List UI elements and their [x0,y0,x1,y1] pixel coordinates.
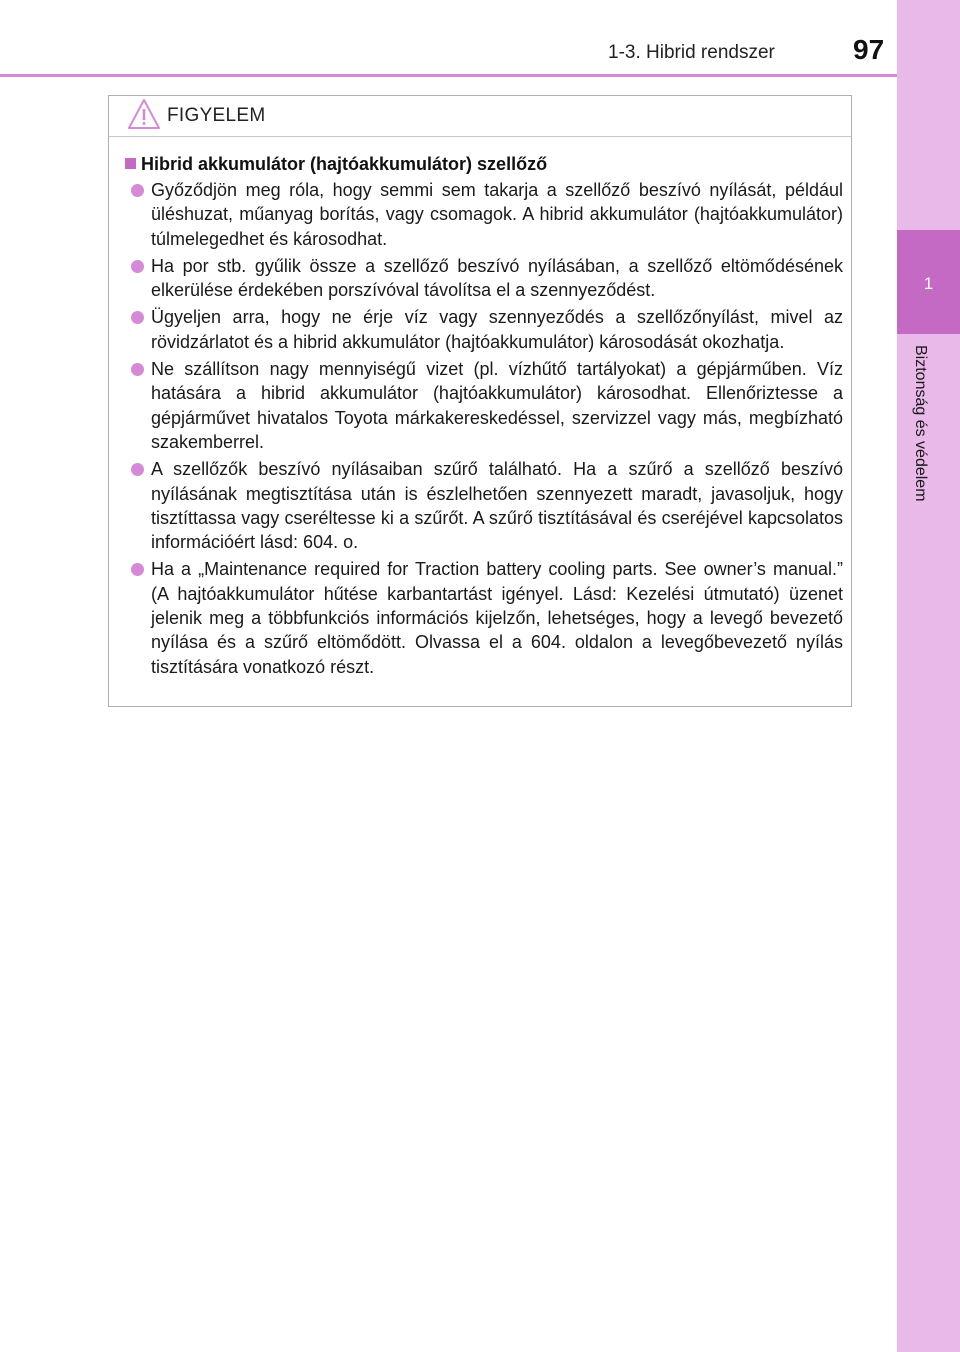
list-item-text: Ügyeljen arra, hogy ne érje víz vagy szennyeződés a szellőzőnyílást, mivel az rövidzárlatot és a hibrid akkumulátor (hajtóakkumulátor) károsodását okozhatja. [151,307,843,352]
header-rule [0,74,897,77]
bullet-dot-icon [131,563,144,576]
square-bullet-icon [125,158,136,169]
list-item [131,254,843,303]
page-number: 97 [853,34,885,65]
warning-header [109,96,851,137]
warning-box [108,95,852,707]
list-item-text: A szellőzők beszívó nyílásaiban szűrő található. Ha a szűrő a szellőző beszívó nyílásának megtisztítása után is észlelhetően szennyezett maradt, javasoljuk, hogy tisztíttassa vagy cseréltesse ki a szűrőt. A szűrő tisztításával és cseréjével kapcsolatos információért lásd: 604. o. [151,459,843,553]
chapter-number: 1 [923,274,934,293]
chapter-side-tab [897,0,960,1352]
warning-label: FIGYELEM [167,105,266,126]
warning-list [131,178,843,682]
list-item [131,357,843,454]
bullet-dot-icon [131,363,144,376]
chapter-marker [897,230,960,334]
list-item [131,178,843,251]
list-item [131,457,843,554]
list-item [131,557,843,678]
chapter-title: Biztonság és védelem [912,345,929,502]
section-heading: 1-3. Hibrid rendszer [608,42,775,63]
warning-triangle-icon [127,97,161,136]
bullet-dot-icon [131,311,144,324]
bullet-dot-icon [131,463,144,476]
list-item-text: Ha por stb. gyűlik össze a szellőző beszívó nyílásában, a szellőző eltömődésének elkerülése érdekében porszívóval távolítsa el a szennyeződést. [151,255,843,301]
bullet-dot-icon [131,260,144,273]
warning-section-title-text: Hibrid akkumulátor (hajtóakkumulátor) szellőző [141,154,548,174]
list-item-text: Győződjön meg róla, hogy semmi sem takarja a szellőző beszívó nyílását, például üléshuzat, műanyag borítás, vagy csomagok. A hibrid akkumulátor (hajtóakkumulátor) túlmelegedhet és károsodhat. [151,180,843,249]
bullet-dot-icon [131,184,144,197]
list-item-text: Ha a „Maintenance required for Traction battery cooling parts. See owner’s manual.” (A hajtóakkumulátor hűtése karbantartást igényel. Lásd: Kezelési útmutató) üzenet jelenik meg a többfunkciós információs kijelzőn, lehetséges, hogy a levegő bevezető nyílása és a szűrő eltömődött. Olvassa el a 604. oldalon a levegőbevezető nyílás tisztítására vonatkozó részt. [151,559,843,677]
list-item-text: Ne szállítson nagy mennyiségű vizet (pl. vízhűtő tartályokat) a gépjárműben. Víz hatására a hibrid akkumulátor (hajtóakkumulátor) károsodhat. Ellenőriztesse a gépjárművet hivatalos Toyota márkakereskedéssel, szervizzel vagy más, megbízható szakemberrel. [151,359,843,452]
list-item [131,305,843,354]
warning-section-title [125,154,547,175]
